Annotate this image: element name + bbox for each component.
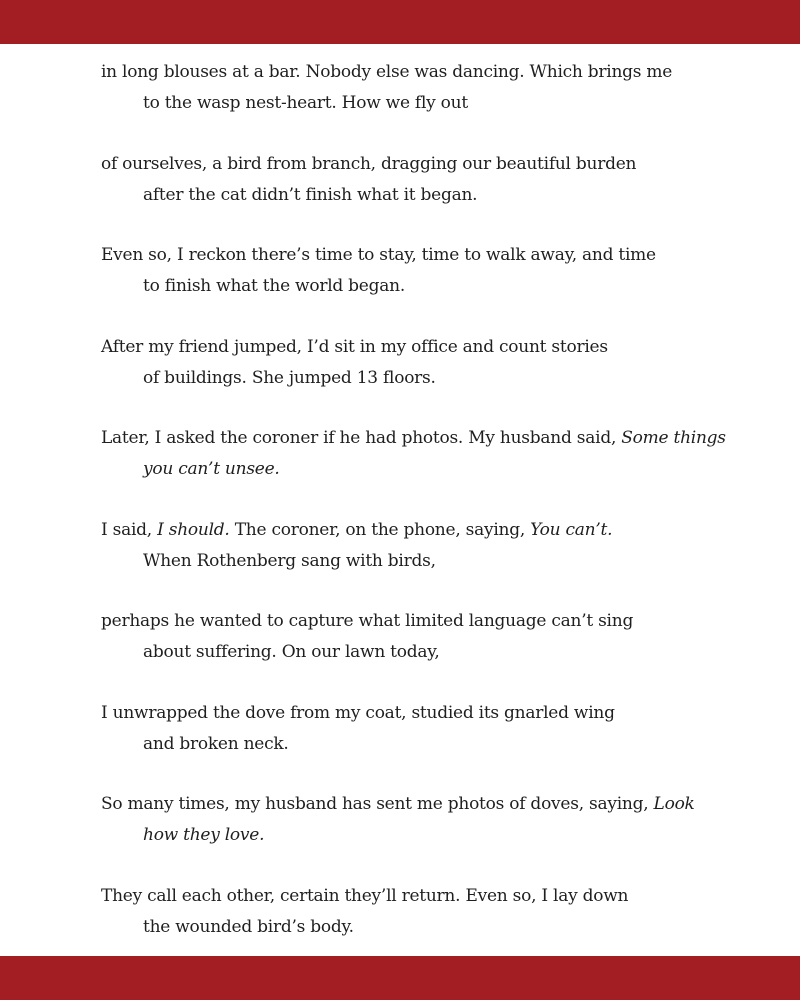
stanza-indented-line	[101, 546, 741, 577]
stanza-indented-line	[101, 454, 741, 485]
text-segment: After my friend jumped, I’d sit in my office and count stories	[101, 336, 608, 357]
stanza-first-line	[101, 332, 741, 363]
italic-text: I should.	[157, 519, 230, 540]
text-segment: When Rothenberg sang with birds,	[143, 550, 436, 571]
stanza-first-line	[101, 698, 741, 729]
stanza	[101, 57, 741, 149]
italic-text: Look	[653, 794, 695, 814]
top-red-band	[0, 0, 800, 44]
stanza-indented-line	[101, 180, 741, 211]
poem-body	[101, 57, 741, 972]
text-segment: of ourselves, a bird from branch, dragging our beautiful burden	[101, 153, 637, 174]
text-segment: and broken neck.	[143, 733, 289, 754]
stanza-first-line	[101, 57, 741, 88]
stanza-first-line	[101, 149, 741, 180]
stanza	[101, 515, 741, 607]
stanza-indented-line	[101, 820, 741, 851]
stanza	[101, 698, 741, 790]
stanza-indented-line	[101, 637, 741, 668]
stanza-first-line	[101, 881, 741, 912]
text-segment: Even so, I reckon there’s time to stay, time to walk away, and time	[101, 245, 656, 265]
italic-text: you can’t unsee.	[143, 459, 280, 479]
text-segment: perhaps he wanted to capture what limited language can’t sing	[101, 611, 634, 631]
stanza	[101, 789, 741, 881]
stanza-first-line	[101, 515, 741, 546]
stanza-indented-line	[101, 363, 741, 394]
stanza	[101, 606, 741, 698]
stanza-indented-line	[101, 912, 741, 943]
stanza-indented-line	[101, 271, 741, 302]
text-segment: about suffering. On our lawn today,	[143, 642, 440, 662]
text-segment: of buildings. She jumped 13 floors.	[143, 367, 436, 388]
italic-text: Some things	[621, 428, 726, 448]
italic-text: You can’t.	[530, 519, 613, 540]
text-segment: Later, I asked the coroner if he had photos. My husband said,	[101, 428, 622, 448]
text-segment: the wounded bird’s body.	[143, 916, 354, 937]
stanza-first-line	[101, 423, 741, 454]
text-segment: I said,	[101, 519, 158, 540]
stanza-indented-line	[101, 729, 741, 760]
text-segment: in long blouses at a bar. Nobody else was dancing. Which brings me	[101, 62, 673, 82]
text-segment: I unwrapped the dove from my coat, studied its gnarled wing	[101, 702, 615, 723]
text-segment: So many times, my husband has sent me photos of doves, saying,	[101, 794, 654, 814]
text-segment: They call each other, certain they’ll return. Even so, I lay down	[101, 885, 629, 906]
stanza-first-line	[101, 240, 741, 271]
italic-text: how they love.	[143, 825, 265, 845]
text-segment: after the cat didn’t finish what it began.	[143, 184, 478, 205]
bottom-red-band	[0, 956, 800, 1000]
stanza-first-line	[101, 789, 741, 820]
stanza-indented-line	[101, 88, 741, 119]
text-segment: to finish what the world began.	[143, 276, 405, 296]
stanza	[101, 423, 741, 515]
text-segment: The coroner, on the phone, saying,	[229, 519, 531, 540]
text-segment: to the wasp nest-heart. How we fly out	[143, 93, 468, 113]
stanza-first-line	[101, 606, 741, 637]
stanza	[101, 332, 741, 424]
stanza	[101, 149, 741, 241]
stanza	[101, 240, 741, 332]
